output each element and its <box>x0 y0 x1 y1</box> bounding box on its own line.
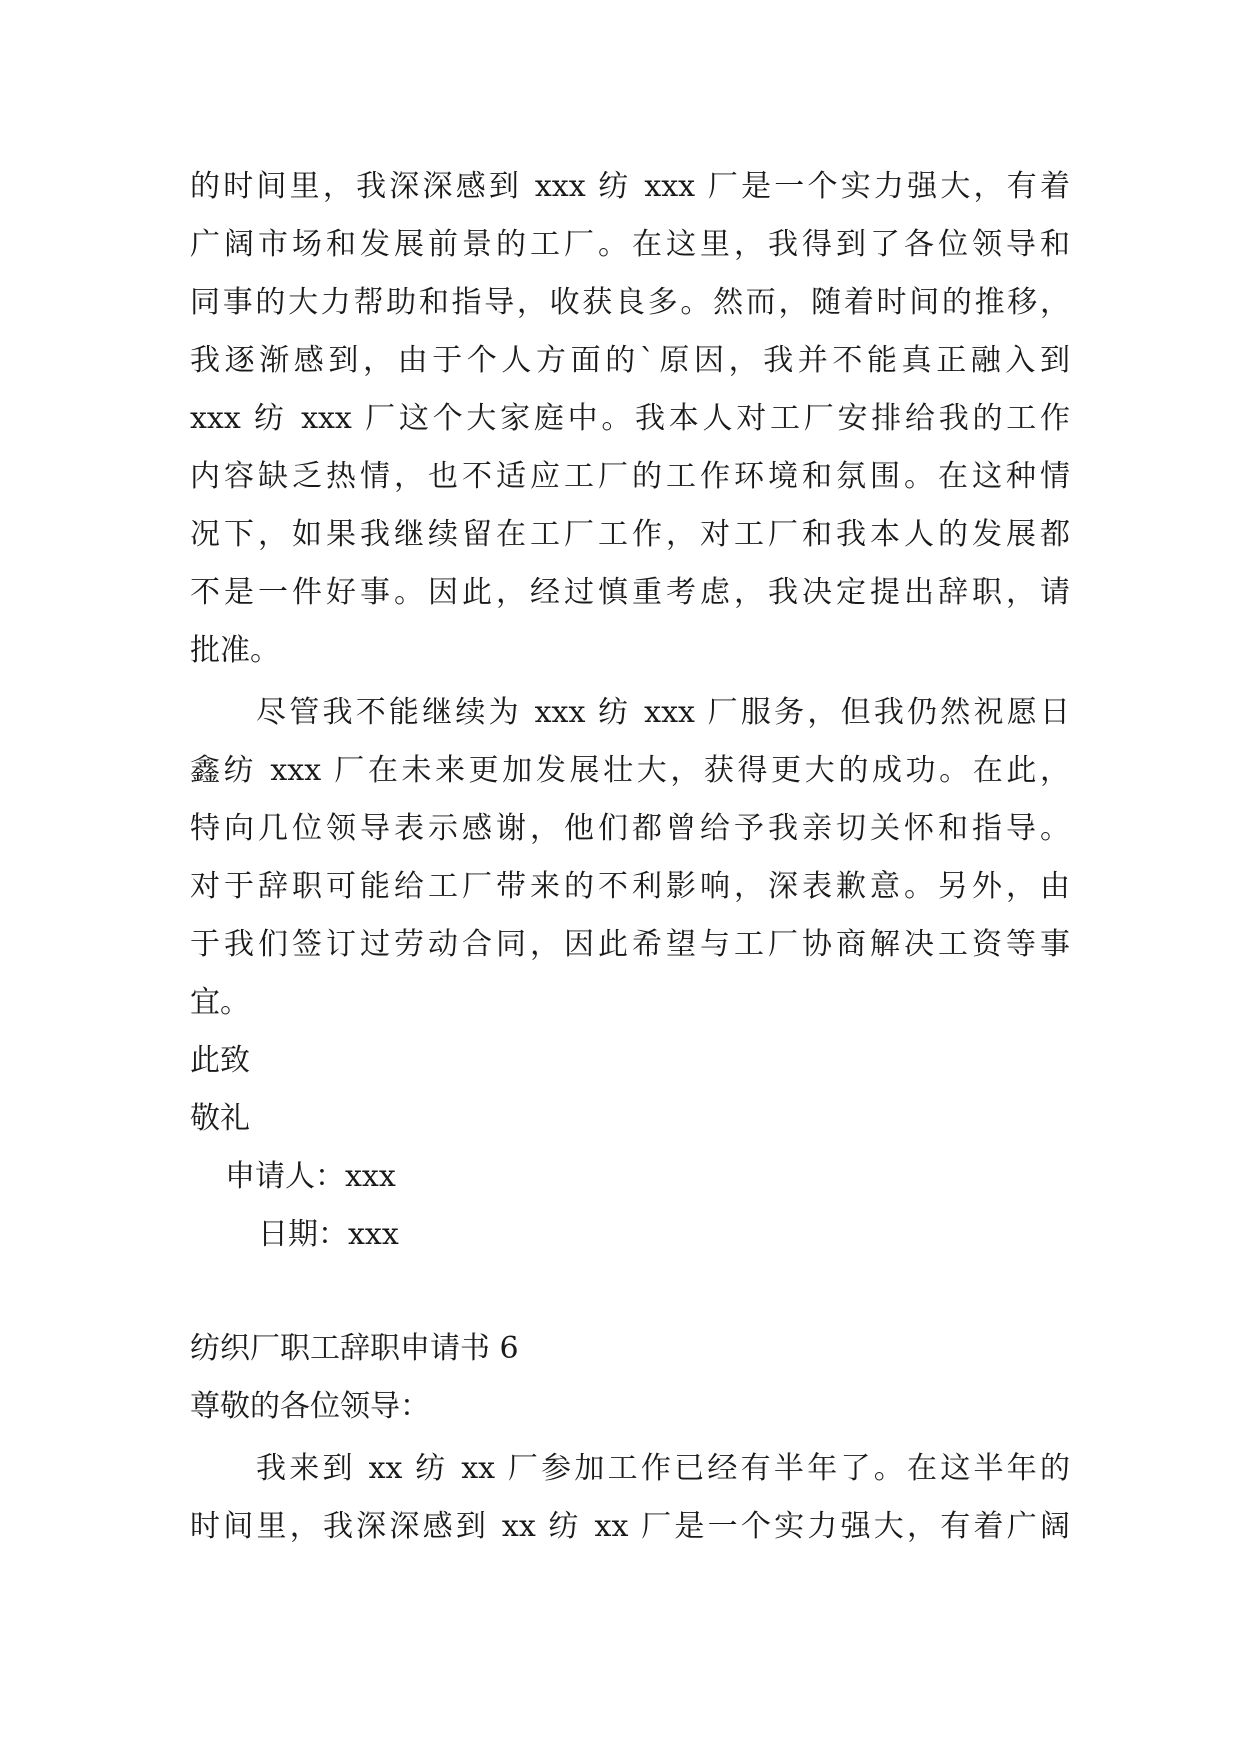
body-line-4: 我逐渐感到，由于个人方面的`原因，我并不能真正融入到 <box>190 343 1070 378</box>
body-line-7: 况下，如果我继续留在工厂工作，对工厂和我本人的发展都 <box>190 517 1070 552</box>
body-line-1: 的时间里，我深深感到 xxx 纺 xxx 厂是一个实力强大，有着 <box>190 169 1070 204</box>
body-line-17: 时间里，我深深感到 xx 纺 xx 厂是一个实力强大，有着广阔 <box>190 1509 1070 1544</box>
body-line-16: 我来到 xx 纺 xx 厂参加工作已经有半年了。在这半年的 <box>256 1451 1070 1486</box>
body-line-12: 特向几位领导表示感谢，他们都曾给予我亲切关怀和指导。 <box>190 811 1070 846</box>
body-line-15: 宜。 <box>190 985 250 1020</box>
applicant-line: 申请人：xxx <box>225 1159 396 1194</box>
body-line-8: 不是一件好事。因此，经过慎重考虑，我决定提出辞职，请 <box>190 575 1070 610</box>
body-line-13: 对于辞职可能给工厂带来的不利影响，深表歉意。另外，由 <box>190 869 1070 904</box>
body-line-14: 于我们签订过劳动合同，因此希望与工厂协商解决工资等事 <box>190 927 1070 962</box>
body-line-6: 内容缺乏热情，也不适应工厂的工作环境和氛围。在这种情 <box>190 459 1070 494</box>
body-line-5: xxx 纺 xxx 厂这个大家庭中。我本人对工厂安排给我的工作 <box>190 401 1070 436</box>
section-title: 纺织厂职工辞职申请书 6 <box>190 1331 519 1366</box>
greeting-line: 尊敬的各位领导： <box>190 1389 430 1424</box>
body-line-11: 鑫纺 xxx 厂在未来更加发展壮大，获得更大的成功。在此， <box>190 753 1070 788</box>
body-line-2: 广阔市场和发展前景的工厂。在这里，我得到了各位领导和 <box>190 227 1070 262</box>
closing-salutation: 此致 <box>190 1043 250 1078</box>
body-line-3: 同事的大力帮助和指导，收获良多。然而，随着时间的推移， <box>190 285 1070 320</box>
body-line-9: 批准。 <box>190 633 280 668</box>
date-line: 日期：xxx <box>258 1217 399 1252</box>
closing-regards: 敬礼 <box>190 1101 250 1136</box>
body-line-10: 尽管我不能继续为 xxx 纺 xxx 厂服务，但我仍然祝愿日 <box>256 695 1070 730</box>
